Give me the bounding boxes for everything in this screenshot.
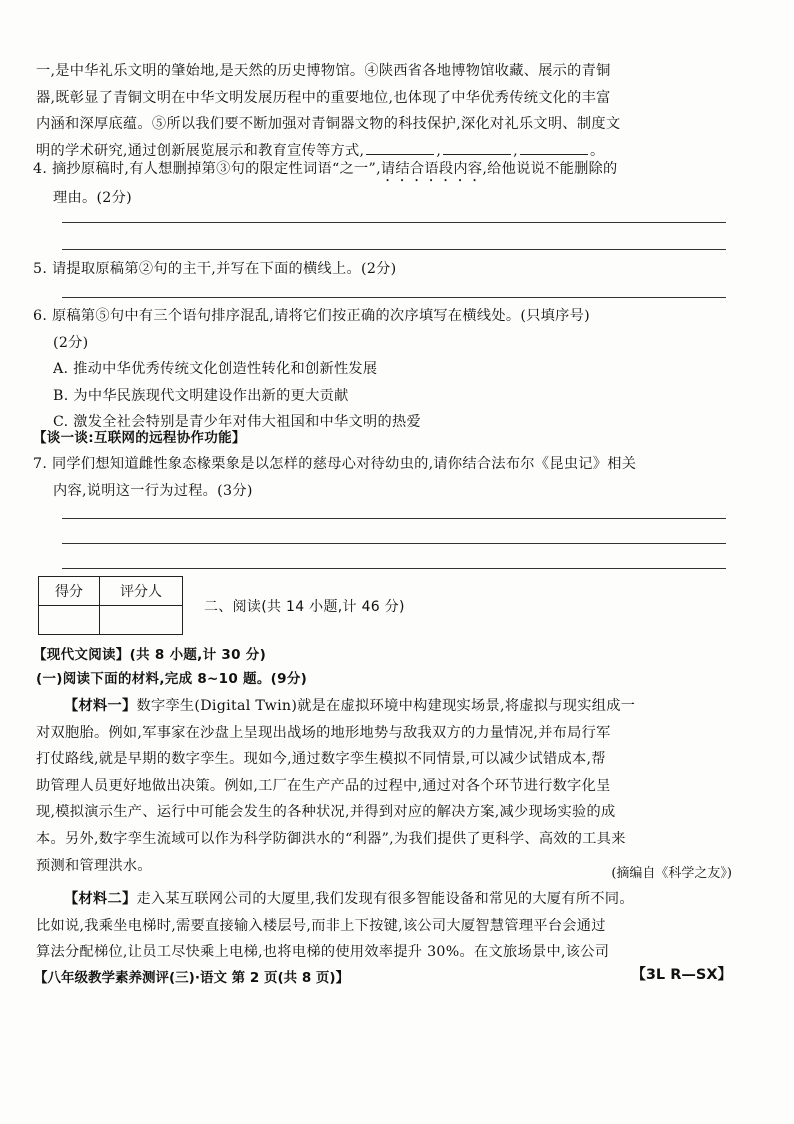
grader-label: 评分人	[100, 577, 183, 606]
material-1-line-7: 预测和管理洪水。	[36, 857, 152, 874]
question-6-option-c: C. 激发全社会特别是青少年对伟大祖国和中华文明的热爱	[53, 414, 421, 430]
score-table	[38, 576, 183, 635]
top-paragraph-line-1: 一,是中华礼乐文明的肇始地,是天然的历史博物馆。④陕西省各地博物馆收藏、展示的青铜	[36, 63, 611, 79]
material-1-source: (摘编自《科学之友》)	[611, 866, 732, 881]
material-2-line-1-text: 走入某互联网公司的大厦里,我们发现有很多智能设备和常见的大厦有所不同。	[136, 891, 634, 907]
modern-reading-heading: 【现代文阅读】(共 8 小题,计 30 分)	[33, 647, 267, 663]
material-2-line-3: 算法分配梯位,让员工尽快乘上电梯,也将电梯的使用效率提升 30%。在文旅场景中,该公司	[36, 944, 610, 961]
grader-cell[interactable]	[100, 606, 183, 635]
material-1	[36, 693, 728, 879]
question-4-emphasis: 请结合语段内容	[380, 161, 483, 177]
material-2-line-1	[36, 886, 728, 913]
question-6-line-2: (2分)	[53, 334, 89, 351]
answer-blank-1[interactable]	[366, 140, 434, 155]
material-2-line-2: 比如说,我乘坐电梯时,需要直接输入楼层号,而非上下按键,该公司大厦智慧管理平台会通过	[36, 917, 606, 934]
material-2-label: 【材料二】	[64, 891, 137, 907]
answer-line-q7-1[interactable]	[62, 518, 726, 519]
answer-line-q4-1[interactable]	[62, 222, 726, 223]
answer-line-q7-3[interactable]	[62, 568, 726, 569]
material-1-line-5: 现,模拟演示生产、运行中可能会发生的各种状况,并得到对应的解决方案,减少现场实验的成	[36, 804, 616, 821]
material-1-line-2: 对双胞胎。例如,军事家在沙盘上呈现出战场的地形地势与敌我双方的力量情况,并布局行军	[36, 724, 611, 741]
question-7	[33, 451, 725, 504]
footer-code: 【3L R—SX】	[631, 967, 732, 983]
score-label: 得分	[39, 577, 100, 606]
question-4-text-c: ,给他说说不能删除的	[482, 161, 618, 177]
section-2-title: 二、阅读(共 14 小题,计 46 分)	[204, 599, 405, 615]
question-6-option-b: B. 为中华民族现代文明建设作出新的更大贡献	[53, 387, 349, 404]
question-6-line-1: 6. 原稿第⑤句中有三个语句排序混乱,请将它们按正确的次序填写在横线处。(只填序号)	[33, 308, 590, 324]
blank-separator-2: ,	[513, 142, 518, 159]
material-1-label: 【材料一】	[64, 698, 137, 714]
question-7-line-1: 7. 同学们想知道雌性象态椽栗象是以怎样的慈母心对待幼虫的,请你结合法布尔《昆虫记》相关	[33, 456, 637, 472]
material-1-line-3: 打仗路线,就是早期的数字孪生。现如今,通过数字孪生模拟不同情景,可以减少试错成本,帮	[36, 751, 606, 768]
question-4-line-1	[33, 156, 725, 185]
question-5: 5. 请提取原稿第②句的主干,并写在下面的横线上。(2分)	[33, 261, 397, 277]
section-talk-heading: 【谈一谈:互联网的远程协作功能】	[33, 430, 246, 446]
question-4-line-2: 理由。(2分)	[53, 190, 132, 206]
question-4	[33, 156, 725, 212]
material-1-line-4: 助管理人员更好地做出决策。例如,工厂在生产产品的过程中,通过对各个环节进行数字化呈	[36, 777, 611, 794]
question-6-option-a: A. 推动中华优秀传统文化创造性转化和创新性发展	[53, 361, 378, 377]
question-4-text-a: 4. 摘抄原稿时,有人想删掉第③句的限定性词语“之一”,	[33, 161, 381, 177]
answer-line-q4-2[interactable]	[62, 249, 726, 250]
blank-separator-1: ,	[436, 142, 442, 159]
question-7-line-2: 内容,说明这一行为过程。(3分)	[53, 482, 253, 499]
score-cell[interactable]	[39, 606, 100, 635]
top-paragraph-line-2: 器,既彰显了青铜文明在中华文明发展历程中的重要地位,也体现了中华优秀传统文化的丰富	[36, 89, 611, 106]
material-2	[36, 886, 728, 966]
material-1-line-6: 本。另外,数字孪生流域可以作为科学防御洪水的“利器”,为我们提供了更科学、高效的工具来	[36, 830, 626, 847]
answer-line-q5[interactable]	[62, 297, 726, 298]
material-1-line-1	[36, 693, 728, 720]
answer-blank-2[interactable]	[443, 140, 511, 155]
blank-end-mark: 。	[589, 142, 605, 159]
material-1-line-1-text: 数字孪生(Digital Twin)就是在虚拟环境中构建现实场景,将虚拟与现实组成一	[136, 698, 636, 714]
top-paragraph-line-4-text: 明的学术研究,通过创新展览展示和教育宣传等方式,	[36, 142, 365, 159]
part-1-intro: (一)阅读下面的材料,完成 8~10 题。(9分)	[36, 671, 308, 687]
footer-page-info: 【八年级教学素养测评(三)·语文 第 2 页(共 8 页)】	[34, 970, 350, 986]
answer-blank-3[interactable]	[520, 140, 588, 155]
top-paragraph	[36, 58, 728, 164]
question-6	[33, 303, 725, 436]
answer-line-q7-2[interactable]	[62, 543, 726, 544]
top-paragraph-line-3: 内涵和深厚底蕴。⑤所以我们要不断加强对青铜器文物的科技保护,深化对礼乐文明、制度文	[36, 116, 621, 132]
